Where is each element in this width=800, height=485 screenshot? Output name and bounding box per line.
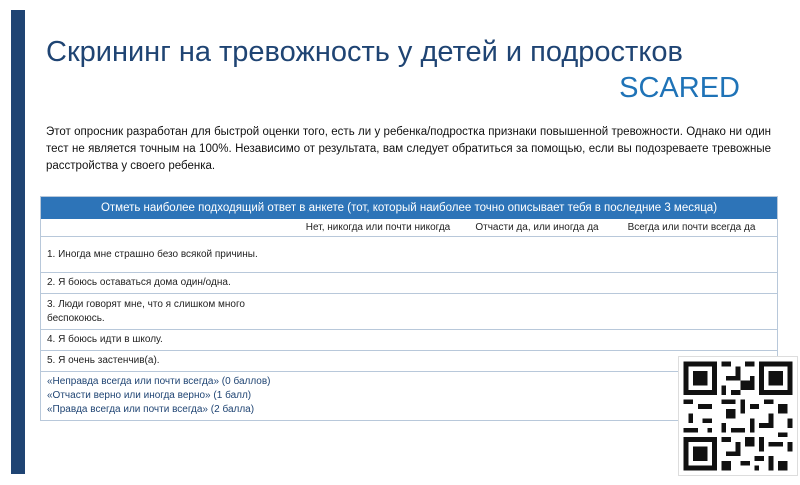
qr-code-icon bbox=[679, 357, 797, 475]
column-headers bbox=[41, 219, 777, 237]
question-column-spacer bbox=[41, 219, 288, 236]
qr-code[interactable] bbox=[678, 356, 798, 476]
legend-item-2: «Правда всегда или почти всегда» (2 балла) bbox=[47, 404, 255, 415]
question-text: 3. Люди говорят мне, что я слишком много беспокоюсь. bbox=[47, 298, 245, 324]
page-title bbox=[46, 34, 746, 106]
column-always: Всегда или почти всегда да bbox=[627, 222, 756, 233]
intro-paragraph: Этот опросник разработан для быстрой оценки того, есть ли у ребенка/подростка признаки повышенной тревожности. Однако ни один тест не является точным на 100%. Независимо от результата, вам следует обратиться за помощью, если вы подозреваете тревожные расстройства у своего ребенка. bbox=[46, 126, 771, 172]
column-sometimes: Отчасти да, или иногда да bbox=[475, 222, 599, 233]
question-row[interactable] bbox=[41, 273, 777, 294]
survey-table bbox=[40, 196, 778, 421]
question-row[interactable] bbox=[41, 351, 777, 372]
question-text: 4. Я боюсь идти в школу. bbox=[47, 334, 163, 345]
question-text: 5. Я очень застенчив(а). bbox=[47, 355, 160, 366]
question-row[interactable] bbox=[41, 330, 777, 351]
survey-header: Отметь наиболее подходящий ответ в анкете (тот, который наиболее точно описывает тебя в последние 3 месяца) bbox=[41, 197, 777, 219]
question-row[interactable] bbox=[41, 237, 777, 273]
title-line-1: Скрининг на тревожность у детей и подростков bbox=[46, 36, 683, 68]
legend-item-1: «Отчасти верно или иногда верно» (1 балл) bbox=[47, 390, 252, 401]
column-never: Нет, никогда или почти никогда bbox=[305, 222, 451, 233]
scoring-legend bbox=[41, 372, 777, 420]
legend-item-0: «Неправда всегда или почти всегда» (0 баллов) bbox=[47, 376, 271, 387]
title-line-2: SCARED bbox=[619, 72, 740, 104]
question-row[interactable] bbox=[41, 294, 777, 330]
question-text: 1. Иногда мне страшно безо всякой причины. bbox=[47, 248, 258, 260]
question-text: 2. Я боюсь оставаться дома один/одна. bbox=[47, 277, 231, 288]
left-accent-bar bbox=[11, 10, 25, 474]
